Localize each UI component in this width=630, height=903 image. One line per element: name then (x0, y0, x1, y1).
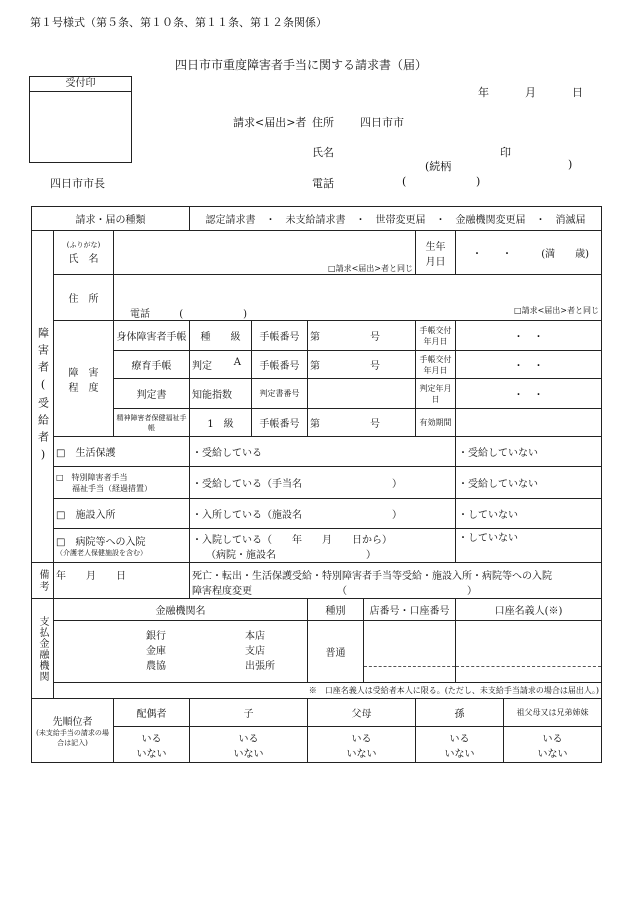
bank-kind-ja: 農協 (146, 661, 166, 672)
priority-grandparents-choice[interactable] (504, 727, 602, 763)
facility-no[interactable]: ・していない (456, 499, 602, 529)
bank-kind-bank: 銀行 (146, 631, 166, 642)
birth-label-1: 生年 (425, 241, 446, 253)
recipient-address-field[interactable] (114, 275, 602, 321)
rehab-number-label: 手帳番号 (252, 351, 308, 379)
priority-col-parents: 父母 (308, 699, 416, 727)
mental-grade-field[interactable]: 1 級 (190, 409, 252, 437)
claimant-address-value: 四日市市 (360, 116, 404, 129)
remarks-text-cell[interactable] (190, 563, 602, 599)
claimant-address-label: 住所 (312, 116, 334, 129)
addressee: 四日市市長 (50, 177, 105, 190)
birthdate-dots: ・ ・ (472, 249, 512, 260)
yes-option[interactable]: いる (238, 733, 259, 745)
priority-col-grandchild: 孫 (416, 699, 504, 727)
welfare-label[interactable]: □ 生活保護 (54, 437, 190, 467)
priority-grandchild-choice[interactable] (416, 727, 504, 763)
relation-close: ) (568, 158, 573, 171)
physical-issue-date-label: 手帳交付年月日 (416, 321, 456, 351)
yes-option[interactable]: いる (449, 733, 470, 745)
hospital-label-sub: （介護老人保健施設を含む） (56, 549, 147, 557)
yes-option[interactable]: いる (141, 733, 162, 745)
date-year: 年 (478, 86, 489, 99)
relation-open: (続柄 (425, 160, 452, 173)
no-option[interactable]: いない (136, 748, 167, 760)
hospital-yes-cell[interactable] (190, 529, 456, 563)
priority-label-cell (32, 699, 114, 763)
reception-stamp-box (29, 76, 132, 163)
hospital-yes: ・入院している（ 年 月 日から） (192, 534, 392, 546)
physical-number-label: 手帳番号 (252, 321, 308, 351)
disability-label-2: 程 度 (68, 382, 99, 394)
address-same-as-claimant-checkbox[interactable]: □請求<届出>者と同じ (514, 306, 599, 315)
priority-label-sub: (未支給手当の請求の場合は記入) (36, 729, 109, 747)
bank-holder-header: 口座名義人(※) (456, 599, 602, 621)
rehab-issue-date-field[interactable]: ・ ・ (456, 351, 602, 379)
hospital-label: □ 病院等への入院 (56, 537, 146, 548)
remarks-date[interactable]: 年 月 日 (54, 563, 190, 599)
rehab-number-field[interactable]: 第 号 (308, 351, 416, 379)
mental-valid-field[interactable] (456, 409, 602, 437)
bank-note: ※ 口座名義人は受給者本人に限る。(ただし、未支給手当請求の場合は届出人。) (54, 683, 602, 699)
yes-option[interactable]: いる (542, 733, 563, 745)
priority-label: 先順位者 (52, 717, 93, 728)
age-field: (満 歳) (541, 249, 589, 260)
hospital-no[interactable]: ・していない (456, 529, 602, 563)
bank-branch-field[interactable] (364, 621, 456, 683)
bank-type-header: 種別 (308, 599, 364, 621)
welfare-yes[interactable]: ・受給している (190, 437, 456, 467)
bank-holder-field[interactable] (456, 621, 602, 683)
recipient-phone-label: 電話 (130, 309, 150, 320)
remarks-label: 備考 (32, 563, 54, 599)
recipient-address-label: 住 所 (54, 275, 114, 321)
bank-type-field[interactable]: 普通 (308, 621, 364, 683)
disability-degree-label (54, 321, 114, 437)
judgment-label: 判定書 (114, 379, 190, 409)
physical-issue-date-field[interactable]: ・ ・ (456, 321, 602, 351)
allowance-no[interactable]: ・受給していない (456, 467, 602, 499)
physical-grade-field[interactable]: 種 級 (190, 321, 252, 351)
rehab-issue-date-label: 手帳交付年月日 (416, 351, 456, 379)
physical-number-field[interactable]: 第 号 (308, 321, 416, 351)
name-label-cell (54, 231, 114, 275)
facility-label[interactable]: □ 施設入所 (54, 499, 190, 529)
bank-section-label: 支払金融機関 (32, 599, 54, 699)
branch-kind-branch: 支店 (245, 646, 265, 657)
no-option[interactable]: いない (233, 748, 264, 760)
yes-option[interactable]: いる (351, 733, 372, 745)
claimant-phone-label: 電話 (312, 177, 334, 190)
priority-parents-choice[interactable] (308, 727, 416, 763)
claimant-label: 請求<届出>者 (233, 116, 307, 129)
branch-kind-head: 本店 (245, 631, 265, 642)
priority-col-child: 子 (190, 699, 308, 727)
phone-paren-open: ( (402, 175, 407, 188)
judgment-date-field[interactable]: ・ ・ (456, 379, 602, 409)
recipient-section-label: 障害者(受給者) (32, 231, 54, 563)
priority-spouse-choice[interactable] (114, 727, 190, 763)
disability-label-1: 障 害 (68, 367, 99, 379)
no-option[interactable]: いない (346, 748, 377, 760)
allowance-label[interactable]: □ 特別障害者手当 福祉手当（経過措置） (54, 467, 190, 499)
date-month: 月 (525, 86, 536, 99)
mental-number-field[interactable]: 第 号 (308, 409, 416, 437)
no-option[interactable]: いない (444, 748, 475, 760)
bank-institution-header: 金融機関名 (54, 599, 308, 621)
no-option[interactable]: いない (537, 748, 568, 760)
phone-paren-close: ) (476, 175, 481, 188)
rehab-handbook-label: 療育手帳 (114, 351, 190, 379)
judgment-number-field[interactable] (308, 379, 416, 409)
physical-handbook-label: 身体障害者手帳 (114, 321, 190, 351)
mental-valid-label: 有効期間 (416, 409, 456, 437)
facility-yes[interactable]: ・入所している（施設名 ） (190, 499, 456, 529)
rehab-grade-value: A (233, 357, 241, 368)
name-same-as-claimant-checkbox[interactable]: □請求<届出>者と同じ (328, 264, 413, 273)
remarks-text: 死亡・転出・生活保護受給・特別障害者手当等受給・施設入所・病院等への入院 (192, 571, 552, 582)
recipient-name-field[interactable] (114, 231, 416, 275)
hospital-yes-sub: （病院・施設名 ） (206, 549, 376, 561)
priority-col-spouse: 配偶者 (114, 699, 190, 727)
mental-handbook-label: 精神障害者保健福祉手帳 (114, 409, 190, 437)
rehab-grade-label: 判定 (192, 361, 212, 372)
priority-col-grandparents: 祖父母又は兄弟姉妹 (504, 699, 602, 727)
remarks-text-2: 障害程度変更 （ ） (192, 586, 477, 597)
seal-mark: 印 (500, 146, 511, 159)
request-type-options[interactable]: 認定請求書 ・ 未支給請求書 ・ 世帯変更届 ・ 金融機関変更届 ・ 消滅届 (190, 207, 602, 231)
bank-institution-field[interactable] (54, 621, 308, 683)
judgment-date-label: 判定年月日 (416, 379, 456, 409)
form-number: 第１号様式（第５条、第１０条、第１１条、第１２条関係） (30, 16, 327, 29)
stamp-label: 受付印 (30, 77, 131, 92)
bank-kind-shinkin: 金庫 (146, 646, 166, 657)
birthdate-field[interactable] (456, 231, 602, 275)
application-form-table (31, 206, 602, 763)
recipient-phone-field[interactable]: ( ) (179, 309, 247, 320)
furigana-label: (ふりがな) (66, 241, 101, 249)
branch-kind-office: 出張所 (245, 661, 275, 672)
allowance-yes[interactable]: ・受給している（手当名 ） (190, 467, 456, 499)
recipient-name-label: 氏 名 (68, 254, 99, 265)
priority-child-choice[interactable] (190, 727, 308, 763)
judgment-number-label: 判定書番号 (252, 379, 308, 409)
birth-label-2: 月日 (425, 256, 446, 268)
rehab-grade-field[interactable] (190, 351, 252, 379)
iq-field[interactable]: 知能指数 (190, 379, 252, 409)
request-type-label: 請求・届の種類 (32, 207, 190, 231)
hospital-label-cell[interactable] (54, 529, 190, 563)
date-day: 日 (572, 86, 583, 99)
birthdate-label-cell (416, 231, 456, 275)
bank-branch-header: 店番号・口座番号 (364, 599, 456, 621)
mental-number-label: 手帳番号 (252, 409, 308, 437)
page-title: 四日市市重度障害者手当に関する請求書（届） (175, 58, 428, 72)
welfare-no[interactable]: ・受給していない (456, 437, 602, 467)
claimant-name-label: 氏名 (312, 146, 334, 159)
